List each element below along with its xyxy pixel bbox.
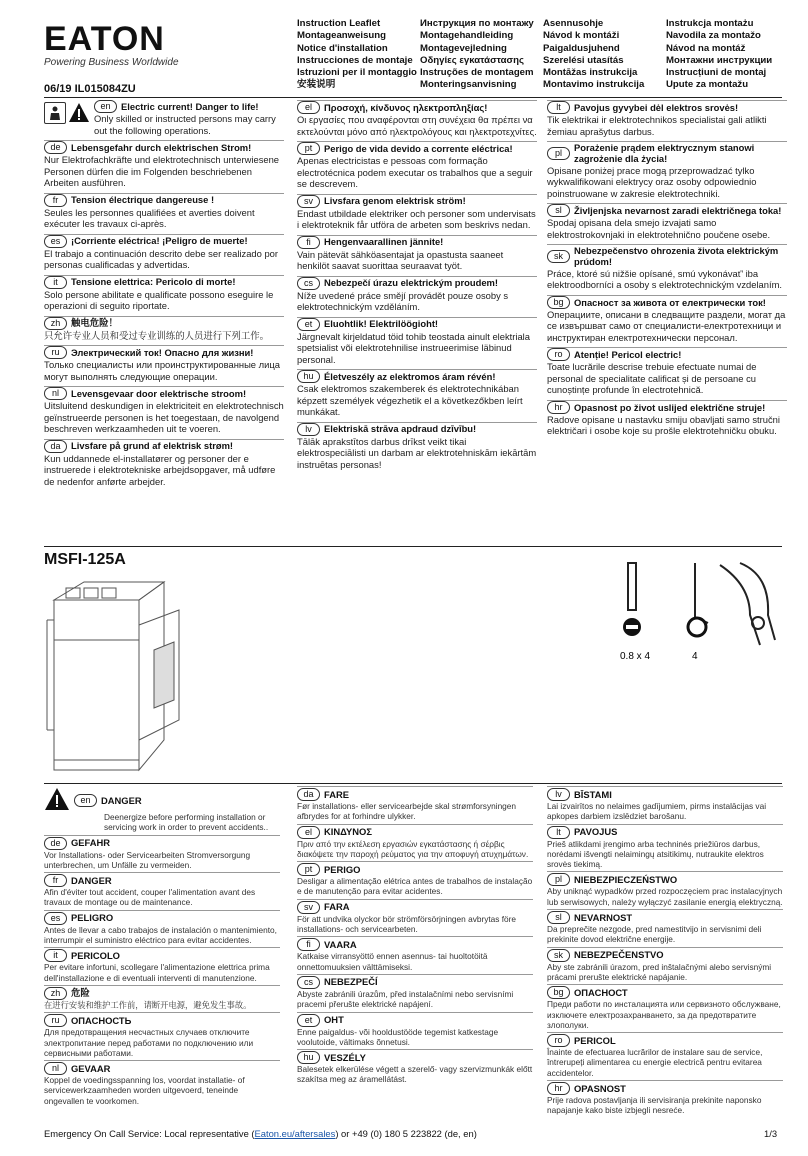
danger-text: Koppel de voedingsspanning los, voordat installatie- of servicewerkzaamheden worden uitgevoerd, teneinde ongevallen te voorkomen. <box>44 1075 245 1106</box>
title-item: Instruções de montagem <box>420 67 534 79</box>
danger-block <box>297 861 533 897</box>
danger-heading: et OHT <box>297 1012 533 1027</box>
warning-block <box>297 276 537 313</box>
language-badge: nl <box>44 387 67 400</box>
title-item: Istruzioni per il montaggio <box>297 67 417 79</box>
terminal-top-2 <box>84 588 98 598</box>
danger-heading: en DANGER <box>44 786 280 814</box>
language-badge: hr <box>547 401 570 414</box>
title-item: Szerelési utasítás <box>543 54 624 66</box>
danger-column-2 <box>297 786 533 1087</box>
language-badge: lv <box>547 788 570 801</box>
language-badge: ro <box>547 1034 570 1047</box>
language-badge: pt <box>297 863 320 876</box>
language-badge: el <box>297 826 320 839</box>
warning-icons <box>44 100 90 136</box>
language-badge: lv <box>297 423 320 436</box>
warning-heading: sk Nebezpečenstvo ohrozenia života elektrickým prúdom! <box>547 244 787 268</box>
language-badge: pl <box>547 873 570 886</box>
danger-block <box>297 974 533 1010</box>
danger-triangle-icon <box>44 787 70 814</box>
warning-heading: fi Hengenvaarallinen jännite! <box>297 235 537 249</box>
danger-block <box>547 824 783 870</box>
language-badge: lt <box>547 101 570 114</box>
warning-text: Οι εργασίες που αναφέρονται στη συνέχεια θα πρέπει να εκτελούνται μόνο από ηλεκτρολόγους και ηλεκτροτεχνίτες. <box>297 114 537 137</box>
warning-text: Solo persone abilitate e qualificate possono eseguire le operazioni di seguito riportate. <box>44 288 274 311</box>
warning-heading: hu Életveszély az elektromos áram révén! <box>297 369 537 383</box>
screwdriver-icon <box>628 563 636 610</box>
warning-block <box>297 235 537 272</box>
language-badge: sk <box>547 250 570 263</box>
warning-heading: hr Opasnost po život uslijed električne struje! <box>547 400 787 414</box>
warning-heading: sl Življenjska nevarnost zaradi električnega toka! <box>547 203 787 217</box>
hex-key-icon <box>695 563 708 623</box>
title-item: Инструкция по монтажу <box>420 18 534 29</box>
warning-block <box>547 244 787 291</box>
language-badge: da <box>44 440 67 453</box>
tools-drawing <box>600 555 780 685</box>
language-badge: fi <box>297 236 320 249</box>
language-badge: pl <box>547 147 570 160</box>
title-item: Montageanweisung <box>297 30 387 42</box>
warning-heading: ru Электрический ток! Опасно для жизни! <box>44 345 284 359</box>
title-item: Monteringsanvisning <box>420 79 517 91</box>
danger-heading: sv FARA <box>297 899 533 914</box>
danger-text: Prije radova postavljanja ili servisiranja prekinite naponsko napajanje kako biste izbjegli nesreće. <box>547 1095 762 1116</box>
warning-heading: da Livsfare på grund af elektrisk strøm! <box>44 439 284 453</box>
danger-block <box>547 909 783 945</box>
danger-block <box>297 1012 533 1048</box>
language-badge: sv <box>297 195 320 208</box>
danger-heading: bg ОПАСНОСТ <box>547 984 783 999</box>
warning-block <box>547 141 787 199</box>
danger-block <box>297 936 533 972</box>
danger-heading: da FARE <box>297 786 533 801</box>
title-item: Montagevejledning <box>420 42 507 54</box>
danger-heading: fi VAARA <box>297 936 533 951</box>
warning-heading: it Tensione elettrica: Pericolo di morte! <box>44 275 284 289</box>
warning-block <box>44 439 284 488</box>
language-badge: zh <box>44 987 67 1000</box>
warning-text: Práce, ktoré sú nižšie opísané, smú vykonávať’ iba elektroodborníci a osoby s elektrotechnickým vzdelaním. <box>547 267 783 291</box>
title-item: Asennusohje <box>543 18 604 29</box>
warning-heading: en Electric current! Danger to life! <box>94 100 284 113</box>
warning-heading: cs Nebezpečí úrazu elektrickým proudem! <box>297 276 537 290</box>
warning-text: Uitsluitend deskundigen in elektriciteit en elektrotechnisch geïnstrueerde personen is het toegestaan, de navolgend beschreven werkzaamheden uit te voeren. <box>44 400 284 434</box>
language-badge: ru <box>44 346 67 359</box>
language-badge: it <box>44 276 67 289</box>
warning-block <box>297 141 537 190</box>
product-drawing <box>44 580 224 780</box>
hex-tip-icon <box>688 618 706 636</box>
warning-heading: fr Tension électrique dangereuse ! <box>44 193 284 207</box>
title-column-3 <box>543 18 673 92</box>
danger-text: Antes de llevar a cabo trabajos de instalación o mantenimiento, interrumpir el suministro eléctrico para evitar accidentes. <box>44 924 277 946</box>
warning-block <box>44 234 284 271</box>
language-badge: et <box>297 1014 320 1027</box>
language-badge: en <box>74 794 97 807</box>
language-badge: it <box>44 949 67 962</box>
language-badge: lt <box>547 826 570 839</box>
pliers-icon-handle-1 <box>720 565 760 645</box>
warning-text: Toate lucrările descrise trebuie efectuate numai de personal de specialitate calificat și de persoane cu cunoștințe profunde în electrotehnică. <box>547 361 757 396</box>
language-badge: hr <box>547 1082 570 1095</box>
title-item: Montagehandleiding <box>420 30 514 42</box>
section-divider <box>44 546 782 547</box>
danger-block <box>44 835 280 871</box>
title-item: Navodila za montažo <box>666 30 761 42</box>
language-badge: hu <box>297 1051 320 1064</box>
danger-text: Πριν από την εκτέλεση εργασιών εγκατάστασης ή σέρβις διακόψετε την παροχή ρεύματος για την αποφυγή ατυχημάτων. <box>297 838 529 859</box>
danger-heading: sk NEBEZPEČENSTVO <box>547 947 783 962</box>
danger-text: Aby ste zabránili úrazom, pred inštalačnými alebo servisnými prácami prerušte elektrické napájanie. <box>547 961 772 982</box>
title-item: Instrukcja montażu <box>666 18 754 29</box>
danger-text: Katkaise virransyöttö ennen asennus- tai huoltotöitä onnettomuuksien välttämiseksi. <box>297 951 488 972</box>
danger-text: Aby uniknąć wypadków przed rozpoczęciem prac instalacyjnych lub serwisowych, należy wyłączyć zasilanie energią elektryczną. <box>547 886 783 907</box>
danger-block <box>44 1060 280 1106</box>
danger-heading: sl NEVARNOST <box>547 909 783 924</box>
warning-block <box>547 347 787 396</box>
danger-heading: el ΚΙΝΔΥΝΟΣ <box>297 824 533 839</box>
danger-text: Deenergize before performing installation or servicing work in order to prevent accidents.. <box>104 812 269 833</box>
danger-block <box>547 1080 783 1116</box>
danger-block <box>297 1049 533 1085</box>
page-number: 1/3 <box>764 1128 778 1139</box>
warning-block <box>547 400 787 437</box>
danger-text: Abyste zabránili úrazům, před instalačními nebo servisními pracemi přerušte elektrické napájení. <box>297 988 514 1010</box>
document-number: 06/19 IL015084ZU <box>44 83 136 95</box>
aftersales-link[interactable]: Eaton.eu/aftersales <box>254 1128 336 1139</box>
warning-text: El trabajo a continuación descrito debe ser realizado por personas cualificadas y advertidas. <box>44 247 278 270</box>
warning-block <box>297 369 537 418</box>
danger-text: Vor Installations- oder Servicearbeiten Stromversorgung unterbrechen, um Unfälle zu vermeiden. <box>44 849 251 870</box>
brand-tagline: Powering Business Worldwide <box>44 57 179 68</box>
warning-block <box>44 316 284 342</box>
language-badge: sl <box>547 911 570 924</box>
warning-heading: sv Livsfara genom elektrisk ström! <box>297 194 537 208</box>
title-item: Монтажни инструкции <box>666 54 773 66</box>
danger-heading: pl NIEBEZPIECZEŃSTWO <box>547 871 783 886</box>
warning-block <box>44 140 284 189</box>
hexkey-size: 4 <box>692 651 698 662</box>
screwdriver-size: 0.8 x 4 <box>620 651 651 662</box>
terminal-top-1 <box>66 588 80 598</box>
warning-block <box>547 295 787 344</box>
warning-text: Tālāk aprakstītos darbus drīkst veikt tikai elektrospeciālisti un darbam ar elektrotehniskām iekārtām instruētas personas! <box>297 435 537 470</box>
warning-text: Spodaj opisana dela smejo izvajati samo elektrostrokovnjaki in elektrotehnično poučene osebe. <box>547 217 771 240</box>
danger-heading: it PERICOLO <box>44 947 280 962</box>
device-window <box>154 642 174 708</box>
warning-text: Radove opisane u nastavku smiju obavljati samo stručni električari i osobe koje su prošle elektrotehničku obuku. <box>547 413 780 437</box>
danger-block <box>44 985 280 1010</box>
warning-heading: ro Atenție! Pericol electric! <box>547 347 787 361</box>
terminal-top-3 <box>102 588 116 598</box>
danger-heading: de GEFAHR <box>44 835 280 850</box>
language-badge: bg <box>547 296 570 309</box>
danger-heading: nl GEVAAR <box>44 1060 280 1075</box>
electrician-icon <box>44 102 66 124</box>
warning-block <box>44 275 284 312</box>
danger-heading: ro PERICOL <box>547 1032 783 1047</box>
warning-text: Операциите, описани в следващите раздели, могат да се извършват само от специалисти-електротехници и инструктиран електротехнически персонал. <box>547 308 786 343</box>
danger-block <box>44 947 280 983</box>
language-badge: cs <box>297 976 320 989</box>
warning-text: Seules les personnes qualifiées et averties doivent exécuter les travaux ci-après. <box>44 206 255 229</box>
warning-text: Tik elektrikai ir elektrotechnikos specialistai gali atlikti žemiau aprašytus darbus. <box>547 114 767 137</box>
danger-heading: fr DANGER <box>44 872 280 887</box>
title-item: 安装说明 <box>297 79 336 91</box>
language-badge: de <box>44 837 67 850</box>
danger-heading: hu VESZÉLY <box>297 1049 533 1064</box>
title-item: Instrucciones de montaje <box>297 54 413 66</box>
warning-block <box>547 203 787 240</box>
warning-text: Opisane poniżej prace mogą przeprowadzać tylko wykwalifikowani elektrycy oraz osoby odpowiednio poinstruowane w zakresie elektrotechniki. <box>547 164 757 199</box>
warning-heading: et Eluohtlik! Elektrilöögioht! <box>297 317 537 331</box>
language-badge: nl <box>44 1062 67 1075</box>
danger-text: Per evitare infortuni, scollegare l'alimentazione elettrica prima dell'installazione e di eventuali interventi di manutenzione. <box>44 962 270 983</box>
language-badge: bg <box>547 986 570 999</box>
warning-block <box>44 386 284 435</box>
warning-column-2 <box>297 100 537 474</box>
language-badge: fi <box>297 938 320 951</box>
title-item: Montāžas instrukcija <box>543 67 638 79</box>
warning-text: Endast utbildade elektriker och personer som undervisats i elektroteknik får utföra de arbeten som beskrivs nedan. <box>297 207 536 230</box>
title-item: Montavimo instrukcija <box>543 79 645 91</box>
language-badge: sk <box>547 949 570 962</box>
danger-heading: hr OPASNOST <box>547 1080 783 1095</box>
danger-block <box>44 786 280 833</box>
warning-heading: zh 触电危险！ <box>44 316 284 330</box>
warning-column-1 <box>44 100 284 491</box>
language-badge: da <box>297 788 320 801</box>
warning-text: Níže uvedené práce smějí provádět pouze osoby s elektrotechnickým vzděláním. <box>297 289 509 312</box>
danger-block <box>547 786 783 822</box>
warning-text: Csak elektromos szakemberek és elektrotechnikában képzett személyek végezhetik el a következőkben leírt munkákat. <box>297 383 523 417</box>
danger-text: Desligar a alimentação elétrica antes de trabalhos de instalação e de manutenção para evitar acidentes. <box>297 876 533 897</box>
warning-text: Apenas electricistas e pessoas com formação electrotécnica podem executar os trabalhos que a seguir se descrevem. <box>297 155 533 189</box>
danger-text: För att undvika olyckor bör strömförsörjningen avbrytas före installations- och servicearbeten. <box>297 913 517 935</box>
language-badge: de <box>44 141 67 154</box>
warning-text: Only skilled or instructed persons may carry out the following operations. <box>94 113 276 136</box>
device-left-face <box>54 600 139 770</box>
warning-heading: el Προσοχή, κίνδυνος ηλεκτροπληξίας! <box>297 100 537 114</box>
danger-block <box>547 1032 783 1078</box>
warning-block <box>44 100 284 136</box>
danger-block <box>44 872 280 908</box>
warning-heading: pt Perigo de vida devido a corrente eléctrica! <box>297 141 537 155</box>
language-badge: pt <box>297 142 320 155</box>
danger-block <box>297 824 533 860</box>
danger-heading: zh 危险 <box>44 985 280 1000</box>
danger-text: Prieš atlikdami įrengimo arba techninės priežiūros darbus, norėdami išvengti nelaimingų atsitikimų, nutraukite elektros srovės tiekimą. <box>547 838 764 870</box>
title-item: Návod na montáž <box>666 42 746 54</box>
warning-heading: pl Porażenie prądem elektrycznym stanowi zagrożenie dla życia! <box>547 141 787 165</box>
danger-block <box>547 984 783 1030</box>
language-badge: sl <box>547 204 570 217</box>
danger-block <box>44 910 280 946</box>
language-badge: fr <box>44 194 67 207</box>
title-column-4 <box>666 18 796 92</box>
title-item: Upute za montažu <box>666 79 749 91</box>
warning-block <box>44 345 284 382</box>
warning-block <box>44 193 284 230</box>
danger-text: Для предотвращения несчастных случаев отключите электропитание перед работами по подключению или сервисными работами. <box>44 1027 254 1058</box>
warning-block <box>297 194 537 231</box>
danger-text: Lai izvairītos no nelaimes gadījumiem, pirms instalācijas vai apkopes darbiem izslēdziet barošanu. <box>547 801 767 822</box>
header-divider <box>44 97 782 98</box>
title-item: Instruction Leaflet <box>297 18 381 29</box>
warning-block <box>547 100 787 137</box>
danger-text: Balesetek elkerülése végett a szerelő- vagy szervizmunkák előtt szakítsa meg az áramellátást. <box>297 1064 533 1085</box>
warning-heading: de Lebensgefahr durch elektrischen Strom! <box>44 140 284 154</box>
warning-heading: bg Опасност за живота от електрически ток! <box>547 295 787 309</box>
danger-heading: cs NEBEZPEČÍ <box>297 974 533 989</box>
language-badge: hu <box>297 370 320 383</box>
danger-block <box>547 947 783 983</box>
title-item: Návod k montáži <box>543 30 620 42</box>
title-column-2 <box>420 18 550 92</box>
warning-text: 只允许专业人员和受过专业训练的人员进行下列工作。 <box>44 329 270 341</box>
danger-column-3 <box>547 786 783 1118</box>
danger-column-1 <box>44 786 280 1108</box>
language-badge: ro <box>547 348 570 361</box>
warning-text: Nur Elektrofachkräfte und elektrotechnisch unterwiesene Personen dürfen die im Folgenden beschriebenen Arbeiten ausführen. <box>44 154 280 188</box>
language-badge: cs <box>297 277 320 290</box>
warning-block <box>297 422 537 471</box>
title-item: Οδηγίες εγκατάστασης <box>420 54 524 66</box>
danger-heading: lt PAVOJUS <box>547 824 783 839</box>
warning-triangle-icon <box>68 102 90 136</box>
danger-text: Преди работи по инсталацията или сервизното обслужване, изключете електрозахранването, за да предотвратите злополуки. <box>547 999 781 1030</box>
warning-block <box>297 100 537 137</box>
warning-text: Kun uddannede el-installatører og personer der e instruerede i elektrotekniske arbejdsopgaver, må udføre de nedenfor anførte arbejder. <box>44 452 276 487</box>
warning-text: Järgnevalt kirjeldatud töid tohib teostada ainult elektriala spetsialist või elektrotehnilise instrueerimise läbinud personal. <box>297 330 530 365</box>
warning-column-3 <box>547 100 787 441</box>
eaton-logo: EATON <box>44 20 165 58</box>
danger-text: Før installations- eller servicearbejde skal strømforsyningen afbrydes for at forhindre ulykker. <box>297 801 517 822</box>
title-item: Instrucțiuni de montaj <box>666 67 767 79</box>
warning-heading: nl Levensgevaar door elektrische stroom! <box>44 386 284 400</box>
danger-heading: ru ОПАСНОСТЬ <box>44 1012 280 1027</box>
language-badge: zh <box>44 317 67 330</box>
language-badge: et <box>297 318 320 331</box>
danger-block <box>297 899 533 935</box>
language-badge: ru <box>44 1014 67 1027</box>
language-badge: fr <box>44 874 67 887</box>
danger-text: Da preprečite nezgode, pred namestitvijo in servisnimi deli prekinite dovod električne energije. <box>547 924 762 945</box>
device-top-face <box>54 582 164 600</box>
warning-heading: lt Pavojus gyvybei dėl elektros srovės! <box>547 100 787 114</box>
danger-text: Afin d'éviter tout accident, couper l'alimentation avant des travaux de montage ou de maintenance. <box>44 887 256 908</box>
language-badge: es <box>44 912 67 925</box>
danger-block <box>44 1012 280 1058</box>
warning-heading: lv Elektriskā strāva apdraud dzīvību! <box>297 422 537 436</box>
danger-block <box>547 871 783 907</box>
language-badge: el <box>297 101 320 114</box>
danger-text: Enne paigaldus- või hooldustööde tegemist katkestage voolutoide, vältimaks õnnetusi. <box>297 1026 499 1047</box>
danger-heading: pt PERIGO <box>297 861 533 876</box>
language-badge: sv <box>297 901 320 914</box>
danger-heading: es PELIGRO <box>44 910 280 925</box>
title-item: Paigaldusjuhend <box>543 42 620 54</box>
danger-text: Înainte de efectuarea lucrărilor de instalare sau de service, întrerupeți alimentarea cu energie electrică pentru evitarea accidentelor. <box>547 1047 763 1078</box>
danger-heading: lv BĪSTAMI <box>547 786 783 801</box>
title-item: Notice d'installation <box>297 42 388 54</box>
warning-block <box>297 317 537 366</box>
warning-heading: es ¡Corriente eléctrica! ¡Peligro de muerte! <box>44 234 284 248</box>
danger-divider <box>44 783 782 784</box>
warning-text: Vain pätevät sähköasentajat ja opastusta saaneet henkilöt saavat suorittaa seuraavat työt. <box>297 248 504 271</box>
danger-text: 在进行安装和维护工作前，请断开电源，避免发生事故。 <box>44 999 252 1010</box>
danger-block <box>297 786 533 822</box>
language-badge: en <box>94 100 117 113</box>
product-title: MSFI-125A <box>44 551 126 568</box>
footer-contact: Emergency On Call Service: Local representative (Eaton.eu/aftersales) or +49 (0) 180 5 223822 (de, en) <box>44 1128 477 1139</box>
title-column-1 <box>297 18 427 92</box>
language-badge: es <box>44 235 67 248</box>
warning-text: Только специалисты или проинструктированные лица могут выполнять следующие операции. <box>44 359 280 382</box>
